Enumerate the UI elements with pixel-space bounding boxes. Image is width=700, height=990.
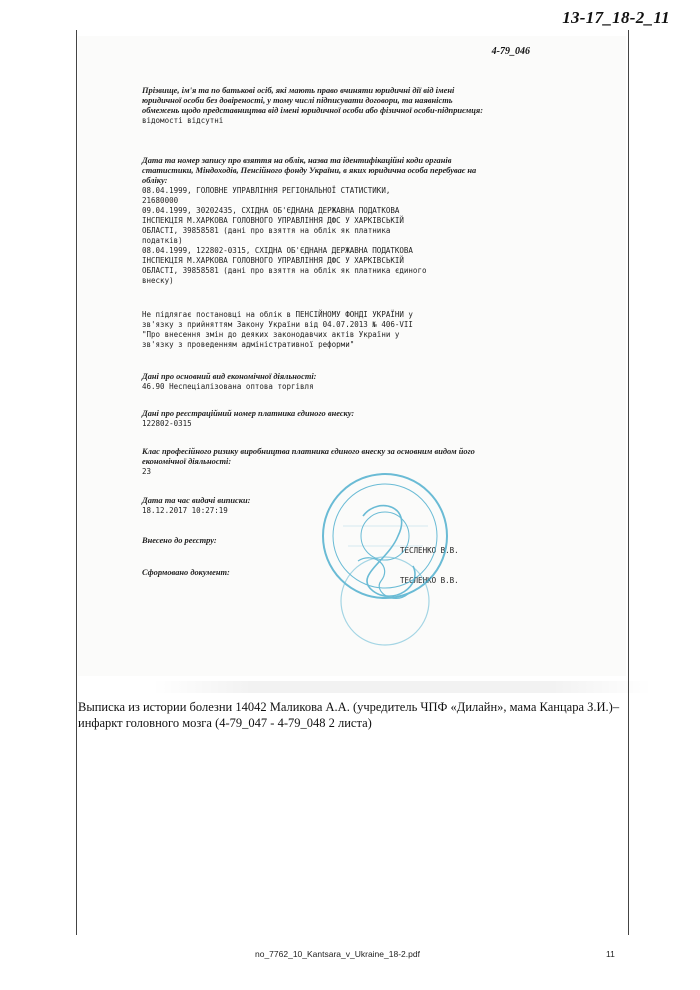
- section-label: Сформовано документ:: [142, 568, 230, 577]
- section-pension-fund-note: [142, 310, 487, 350]
- scan-document-number: 4-79_046: [491, 46, 530, 57]
- section-label: Дані про реєстраційний номер платника єдиного внеску:: [142, 409, 355, 418]
- section-value: 18.12.2017 10:27:19: [142, 506, 228, 515]
- section-value: відомості відсутні: [142, 116, 224, 125]
- section-label: Дата та час видачі виписки:: [142, 496, 251, 505]
- page-reference-number: 13-17_18-2_11: [562, 8, 670, 27]
- footer-page-number: 11: [606, 949, 615, 959]
- section-label: Внесено до реєстру:: [142, 536, 217, 545]
- section-value: 122802-0315: [142, 419, 192, 428]
- document-caption: Выписка из истории болезни 14042 Маликова А.А. (учредитель ЧПФ «Дилайн», мама Канцара З.И.)– инфаркт головного мозга (4-79_047 - 4-79_048 2 листа): [78, 700, 620, 730]
- section-economic-activity: [142, 372, 487, 392]
- section-value: 23: [142, 467, 152, 476]
- section-value: 08.04.1999, ГОЛОВНЕ УПРАВЛІННЯ РЕГІОНАЛЬНОЇ СТАТИСТИКИ, 21680000 09.04.1999, 30202435, СХІДНА ОБ'ЄДНАНА ДЕРЖАВНА ПОДАТКОВА ІНСПЕКЦІЯ М.ХАРКОВА ГОЛОВНОГО УПРАВЛІННЯ ДФС У ХАРКІВСЬКІЙ ОБЛАСТІ, 39858581 (дані про взяття на облік як платника податків) 08.04.1999, 122802-0315, СХІДНА ОБ'ЄДНАНА ДЕРЖАВНА ПОДАТКОВА ІНСПЕКЦІЯ М.ХАРКОВА ГОЛОВНОГО УПРАВЛІННЯ ДФС У ХАРКІВСЬКІЙ ОБЛАСТІ, 39858581 (дані про взяття на облік як платника єдиного внеску): [142, 186, 427, 285]
- left-margin-line: [76, 30, 77, 935]
- footer-filename: no_7762_10_Kantsara_v_Ukraine_18-2.pdf: [255, 949, 420, 959]
- signatory-name: ТЕСЛЕНКО В.В.: [400, 546, 459, 555]
- right-margin-line: [628, 30, 629, 935]
- section-label: Клас професійного ризику виробництва платника єдиного внеску за основним видом його економічної діяльності:: [142, 447, 475, 466]
- scan-edge-shadow: [152, 681, 652, 693]
- scanned-document: [78, 36, 626, 676]
- section-label: Дані про основний вид економічної діяльності:: [142, 372, 317, 381]
- section-registration-records: [142, 156, 487, 286]
- section-value: Не підлягає постановці на облік в ПЕНСІЙНОМУ ФОНДІ УКРАЇНИ у зв'язку з прийняттям Закону України від 04.07.2013 № 406-VII "Про внесення змін до деяких законодавчих актів України у зв'язку з проведенням адміністративної реформи": [142, 310, 413, 349]
- signatory-name: ТЕСЛЕНКО В.В.: [400, 576, 459, 585]
- section-authorized-persons: [142, 86, 487, 126]
- section-label: Прізвище, ім'я та по батькові осіб, які мають право вчиняти юридичні дії від імені юридичної особи без довіреності, у тому числі підписувати договори, та наявність обмежень щодо представництва від імені юридичної особи або фізичної особи-підприємця:: [142, 86, 484, 115]
- section-label: Дата та номер запису про взяття на облік, назва та ідентифікаційні коди органів статистики, Міндоходів, Пенсійного фонду України, в яких юридична особа перебуває на обліку:: [142, 156, 477, 185]
- section-contributor-number: [142, 409, 487, 429]
- official-stamp-icon: [303, 466, 468, 646]
- section-value: 46.90 Неспеціалізована оптова торгівля: [142, 382, 314, 391]
